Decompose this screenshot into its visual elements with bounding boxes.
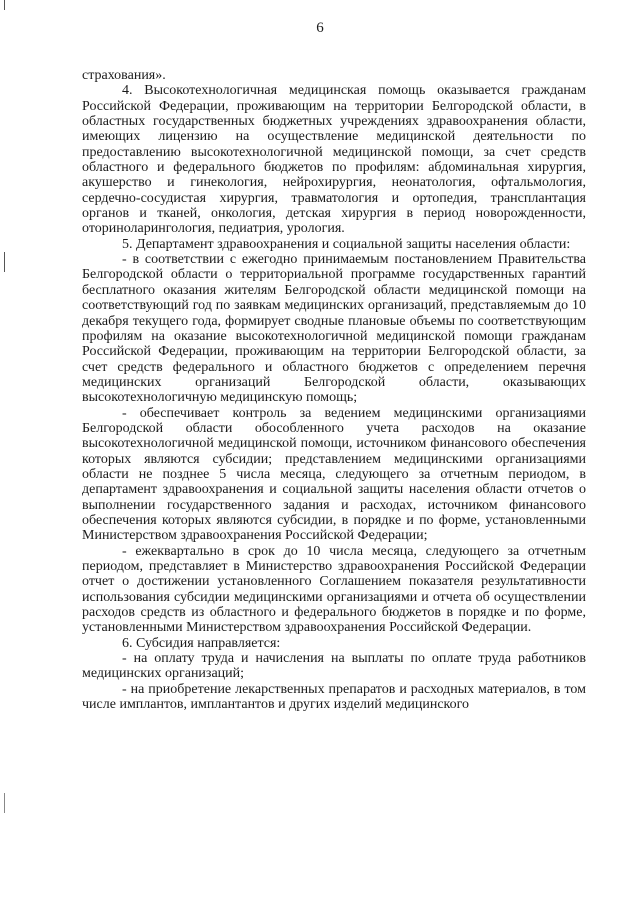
page-number: 6 bbox=[316, 20, 324, 36]
paragraph-bullet: - ежеквартально в срок до 10 числа месяца, следующего за отчетным периодом, представляет в Министерство здравоохранения Российской Федерации отчет о достижении установленного Соглашением показателя результативности использования субсидии медицинскими организациями и отчета об осуществлении расходов средств из областного и федерального бюджетов в порядке и по форме, установленными Министерством здравоохранения Российской Федерации. bbox=[82, 543, 586, 636]
scan-margin-mark bbox=[4, 0, 5, 10]
paragraph-bullet: - в соответствии с ежегодно принимаемым постановлением Правительства Белгородской области о территориальной программе государственных гарантий бесплатного оказания жителям Белгородской области медицинской помощи на соответствующий год по заявкам медицинских организаций, представляемым до 10 декабря текущего года, формирует сводные плановые объемы по соответствующим профилям на оказание высокотехнологичной медицинской помощи гражданам Российской Федерации, проживающим на территории Белгородской области, за счет средств федерального и областного бюджетов с определением перечня медицинских организаций Белгородской области, оказывающих высокотехнологичную медицинскую помощь; bbox=[82, 252, 586, 406]
paragraph-bullet: - на приобретение лекарственных препаратов и расходных материалов, в том числе имплантов, имплантантов и других изделий медицинского bbox=[82, 681, 586, 713]
scan-margin-mark bbox=[4, 252, 5, 272]
scan-margin-mark bbox=[4, 793, 5, 813]
paragraph-item-4: 4. Высокотехнологичная медицинская помощь оказывается гражданам Российской Федерации, проживающим на территории Белгородской области, в областных государственных бюджетных учреждениях здравоохранения области, имеющих лицензию на осуществление медицинской деятельности по предоставлению высокотехнологичной медицинской помощи, за счет средств областного и федерального бюджетов по профилям: абдоминальная хирургия, акушерство и гинекология, нейрохирургия, неонатология, офтальмология, сердечно-сосудистая хирургия, травматология и ортопедия, трансплантация органов и тканей, онкология, детская хирургия в период новорожденности, оториноларингология, педиатрия, урология. bbox=[82, 83, 586, 237]
paragraph-bullet: - на оплату труда и начисления на выплаты по оплате труда работников медицинских организаций; bbox=[82, 651, 586, 682]
paragraph-item-6: 6. Субсидия направляется: bbox=[122, 635, 281, 651]
paragraph-item-5: 5. Департамент здравоохранения и социальной защиты населения области: bbox=[122, 236, 571, 252]
document-body bbox=[82, 68, 586, 712]
paragraph-bullet: - обеспечивает контроль за ведением медицинскими организациями Белгородской области обособленного учета расходов на оказание высокотехнологичной медицинской помощи, источником финансового обеспечения которых являются субсидии; представлением медицинскими организациями области не позднее 5 числа месяца, следующего за отчетным периодом, в департамент здравоохранения и социальной защиты населения области отчетов о выполнении государственного задания и расходах, источником финансового обеспечения которых являются субсидии, в порядке и по форме, установленными Министерством здравоохранения Российской Федерации; bbox=[82, 405, 586, 544]
paragraph-continuation: страхования». bbox=[82, 68, 166, 83]
